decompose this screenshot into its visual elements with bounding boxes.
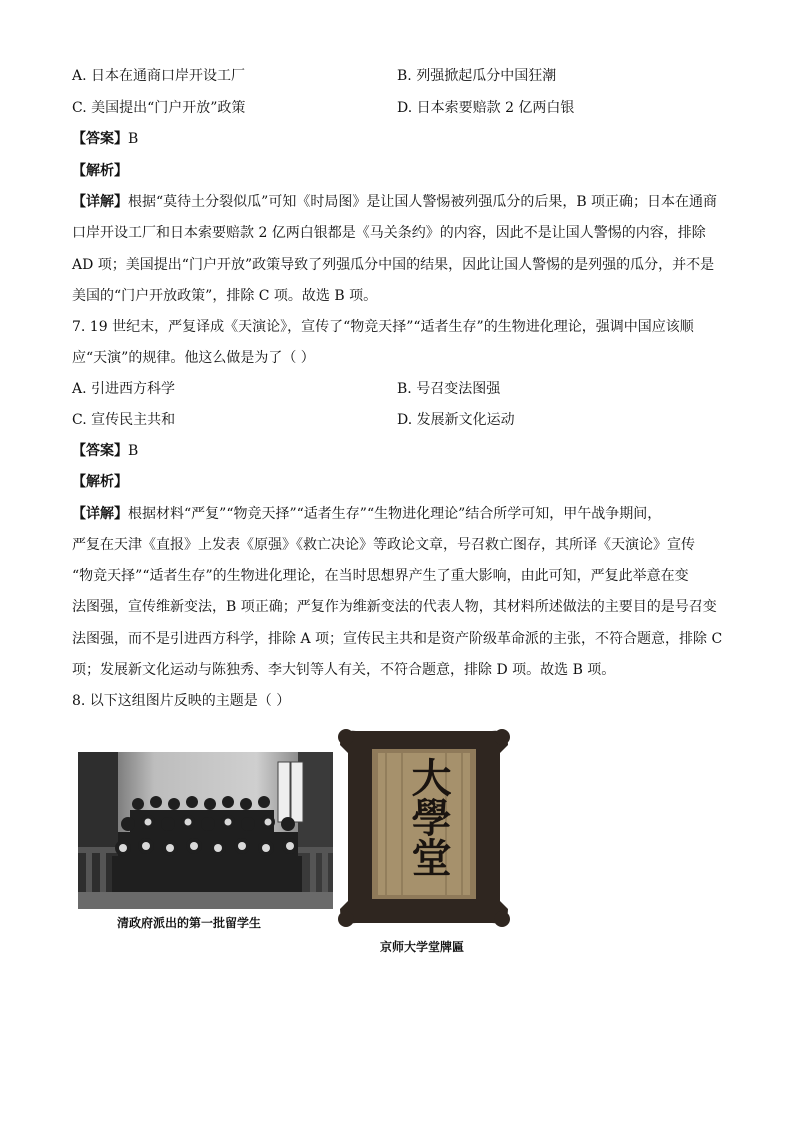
q7-stem-line-1: 7. 19 世纪末，严复译成《天演论》，宣传了“物竞天择”“适者生存”的生物进化理论，强调中国应该顺 [72, 319, 694, 335]
detail-tag: 【详解】 [72, 194, 128, 210]
q6-option-d: D. 日本索要赔款 2 亿两白银 [397, 100, 575, 116]
q7-option-c: C. 宣传民主共和 [72, 412, 176, 428]
q8-stem: 8. 以下这组图片反映的主题是（ ） [72, 693, 291, 709]
detail-tag: 【详解】 [72, 506, 128, 522]
detail-text: 根据“莫待土分裂似瓜”可知《时局图》是让国人警惕被列强瓜分的后果，B 项正确；日本在通商 [128, 194, 718, 210]
students-photo-graphic [78, 752, 333, 909]
q7-detail-line-1 [72, 504, 661, 524]
answer-value: B [128, 443, 139, 459]
answer-tag: 【答案】 [72, 131, 128, 147]
q6-option-c: C. 美国提出“门户开放”政策 [72, 100, 246, 116]
students-photo [78, 752, 333, 909]
plaque-text: 大學堂 [405, 757, 452, 877]
answer-value: B [128, 131, 139, 147]
q7-option-b: B. 号召变法图强 [397, 381, 501, 397]
q6-detail-line-2: 口岸开设工厂和日本索要赔款 2 亿两白银都是《马关条约》的内容，因此不是让国人警惕的内容，排除 [72, 225, 706, 241]
q7-detail-line-3: “物竞天择”“适者生存”的生物进化理论，在当时思想界产生了重大影响，由此可知，严复此举意在变 [72, 568, 689, 584]
plaque-caption: 京师大学堂牌匾 [380, 940, 465, 954]
q6-analysis-tag: 【解析】 [72, 163, 128, 179]
q7-analysis-tag: 【解析】 [72, 474, 128, 490]
q7-option-a: A. 引进西方科学 [72, 381, 176, 397]
q6-option-a: A. 日本在通商口岸开设工厂 [72, 68, 246, 84]
detail-text: 根据材料“严复”“物竞天择”“适者生存”“生物进化理论”结合所学可知，甲午战争期间， [128, 506, 662, 522]
q7-stem-line-2: 应“天演”的规律。他这么做是为了（ ） [72, 350, 315, 366]
q7-detail-line-2: 严复在天津《直报》上发表《原强》《救亡决论》等政论文章，号召救亡图存，其所译《天演论》宣传 [72, 537, 695, 553]
q7-option-d: D. 发展新文化运动 [397, 412, 515, 428]
plaque-image [336, 723, 512, 933]
photo-caption: 清政府派出的第一批留学生 [117, 916, 262, 930]
q7-answer [72, 441, 138, 461]
q6-detail-line-1 [72, 192, 717, 212]
q6-option-b: B. 列强掀起瓜分中国狂潮 [397, 68, 557, 84]
q7-detail-line-4: 法图强，宣传维新变法，B 项正确；严复作为维新变法的代表人物，其材料所述做法的主要目的是号召变 [72, 599, 717, 615]
q7-detail-line-6: 项；发展新文化运动与陈独秀、李大钊等人有关，不符合题意，排除 D 项。故选 B 项。 [72, 662, 616, 678]
q6-detail-line-4: 美国的“门户开放政策”，排除 C 项。故选 B 项。 [72, 288, 378, 304]
answer-tag: 【答案】 [72, 443, 128, 459]
q6-detail-line-3: AD 项；美国提出“门户开放”政策导致了列强瓜分中国的结果，因此让国人警惕的是列强的瓜分，并不是 [72, 257, 715, 273]
q6-answer [72, 129, 138, 149]
q7-detail-line-5: 法图强，而不是引进西方科学，排除 A 项；宣传民主共和是资产阶级革命派的主张，不符合题意，排除 C [72, 631, 723, 647]
